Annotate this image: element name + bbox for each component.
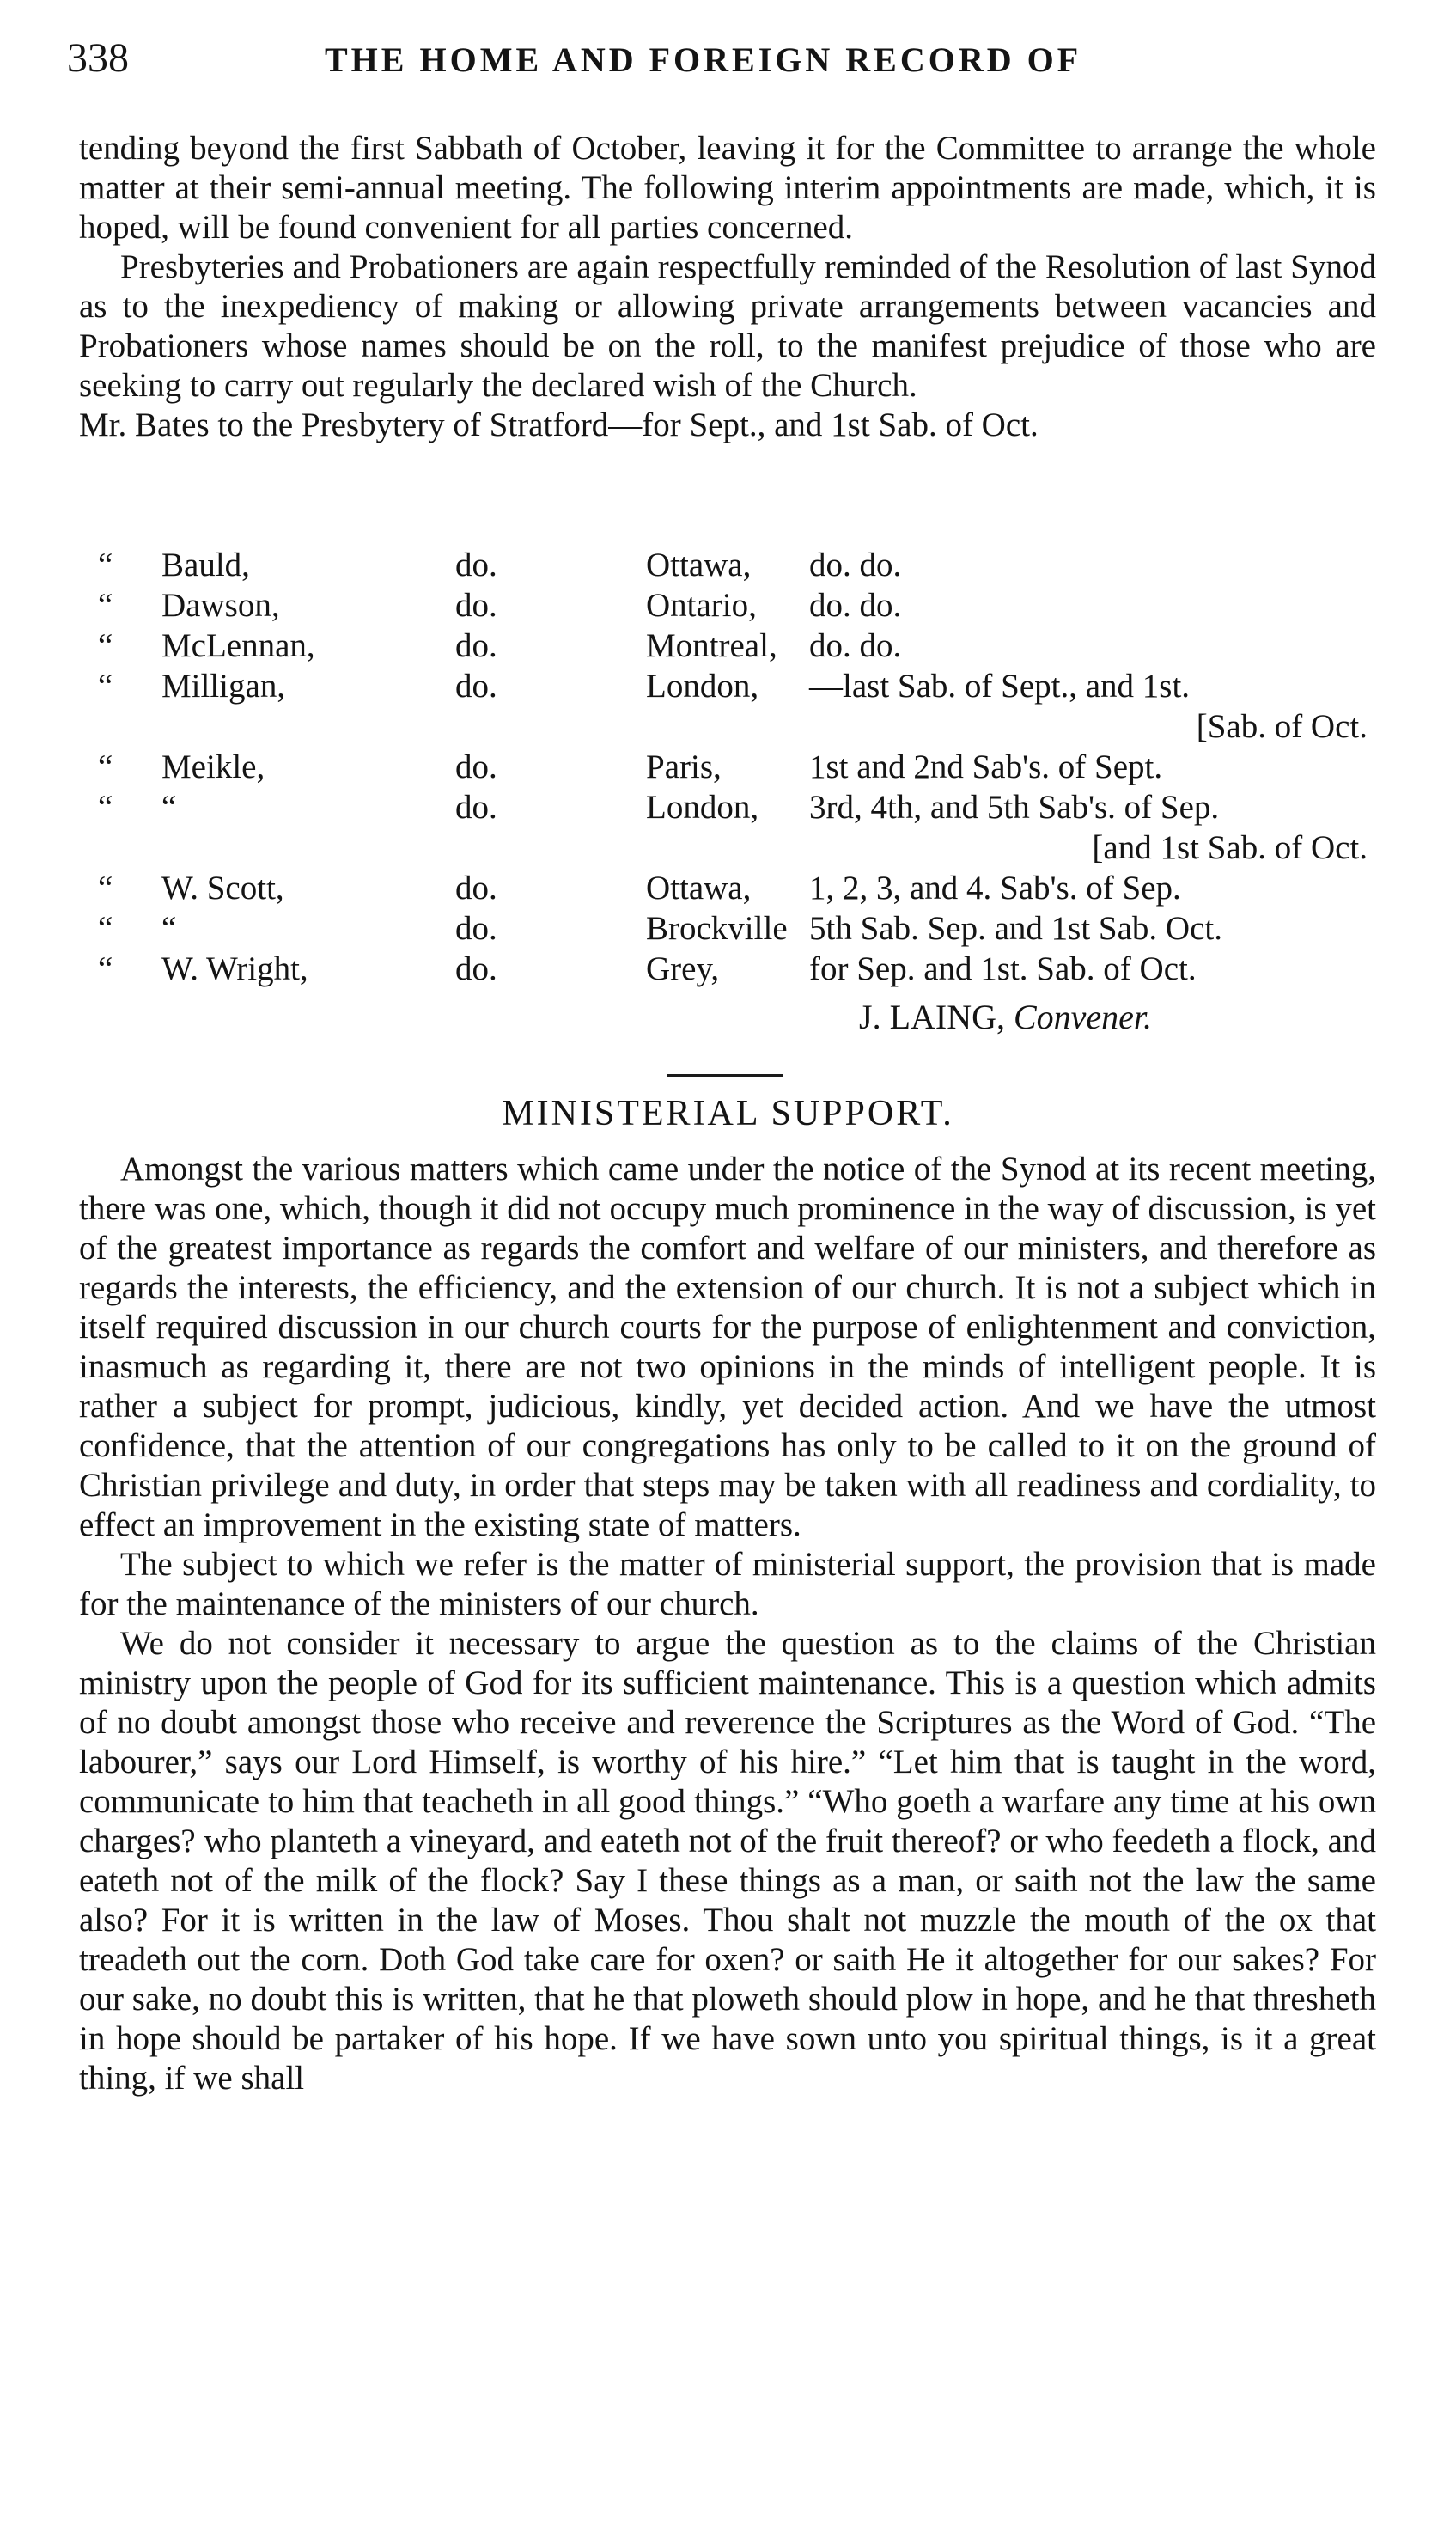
appointment-ditto-mark: “ — [98, 748, 113, 785]
appointment-ditto: do. — [455, 547, 497, 583]
appointment-ditto: do. — [455, 910, 497, 947]
appointment-place: Paris, — [646, 748, 722, 785]
section-heading: MINISTERIAL SUPPORT. — [502, 1094, 954, 1133]
appointment-dates: 1, 2, 3, and 4. Sab's. of Sep. — [809, 870, 1181, 907]
section-paragraph-3: We do not consider it necessary to argue the question as to the claims of the Christian ministry upon the people of God for its sufficient maintenance. This is a question which admits of no doubt amongst those who receive and reverence the Scriptures as the Word of God. “The labourer,” says our Lord Himself, is worthy of his hire.” “Let him that is taught in the word, communicate to him that teacheth in all good things.” “Who goeth a warfare any time at his own charges? who planteth a vineyard, and eateth not of the fruit thereof? or who feedeth a flock, and eateth not of the milk of the flock? Say I these things as a man, or saith not the law the same also? For it is written in the law of Moses. Thou shalt not muzzle the mouth of the ox that treadeth out the corn. Doth God take care for oxen? or saith He it altogether for our sakes? For our sake, no doubt this is written, that he that ploweth should plow in hope, and he that thresheth in hope should be partaker of his hope. If we have sown unto you spiritual things, is it a great thing, if we shall — [79, 1625, 1376, 2097]
appointment-dates: for Sep. and 1st. Sab. of Oct. — [809, 950, 1197, 987]
appointment-row — [79, 545, 1376, 585]
appointment-row — [79, 868, 1376, 908]
appointment-row — [79, 666, 1376, 706]
appointment-row — [79, 949, 1376, 989]
section-text — [79, 1150, 1376, 2098]
appointment-dates: do. do. — [809, 587, 902, 624]
appointment-ditto-mark: “ — [98, 910, 113, 947]
signature-name: J. LAING, — [859, 998, 1005, 1036]
appointment-dates: 1st and 2nd Sab's. of Sept. — [809, 748, 1163, 785]
appointment-row-continuation — [79, 827, 1376, 868]
signature-title: Convener. — [1013, 998, 1153, 1036]
appointment-row-continuation — [79, 706, 1376, 747]
appointment-dates: do. do. — [809, 547, 902, 583]
appointment-dates: 3rd, 4th, and 5th Sab's. of Sep. — [809, 789, 1220, 826]
section-paragraph-2: The subject to which we refer is the matter of ministerial support, the provision that is made for the maintenance of the ministers of our church. — [79, 1546, 1376, 1622]
appointment-name: “ — [161, 789, 177, 826]
appointment-place: Brockville — [646, 910, 788, 947]
appointment-place: Ottawa, — [646, 870, 752, 907]
appointment-ditto: do. — [455, 950, 497, 987]
section-paragraph-1: Amongst the various matters which came under the notice of the Synod at its recent meeting, there was one, which, though it did not occupy much prominence in the way of discussion, is yet of the greatest importance as regards the comfort and welfare of our ministers, and therefore as regards the interests, the efficiency, and the extension of our church. It is not a subject which in itself required discussion in our church courts for the purpose of enlightenment and conviction, inasmuch as regarding it, there are not two opinions in the minds of intelligent people. It is rather a subject for prompt, judicious, kindly, yet decided action. And we have the utmost confidence, that the attention of our congregations has only to be called to it on the ground of Christian privilege and duty, in order that steps may be taken with all readiness and cordiality, to effect an improvement in the existing state of matters. — [79, 1151, 1376, 1543]
appointment-dates: do. do. — [809, 627, 902, 664]
appointment-ditto: do. — [455, 668, 497, 705]
intro-text — [79, 129, 1376, 445]
appointment-name: Meikle, — [161, 748, 265, 785]
appointments-table — [79, 545, 1376, 989]
appointment-place: Grey, — [646, 950, 720, 987]
appointment-dates: —last Sab. of Sept., and 1st. — [809, 668, 1191, 705]
appointment-ditto-mark: “ — [98, 950, 113, 987]
appointment-place: Montreal, — [646, 627, 777, 664]
appointment-ditto: do. — [455, 627, 497, 664]
intro-paragraph-3: Mr. Bates to the Presbytery of Stratford—for Sept., and 1st Sab. of Oct. — [79, 406, 1039, 443]
appointment-name: Dawson, — [161, 587, 280, 624]
appointment-row — [79, 908, 1376, 949]
appointment-name: Bauld, — [161, 547, 250, 583]
appointment-dates-continued: [and 1st Sab. of Oct. — [1092, 829, 1368, 866]
appointment-ditto: do. — [455, 789, 497, 826]
appointment-name: W. Scott, — [161, 870, 284, 907]
appointment-ditto: do. — [455, 587, 497, 624]
running-title: THE HOME AND FOREIGN RECORD OF — [325, 40, 1082, 79]
appointment-name: W. Wright, — [161, 950, 308, 987]
appointment-ditto-mark: “ — [98, 627, 113, 664]
appointment-place: Ontario, — [646, 587, 757, 624]
appointment-row — [79, 626, 1376, 666]
appointment-ditto-mark: “ — [98, 870, 113, 907]
appointment-row — [79, 747, 1376, 787]
appointment-row — [79, 585, 1376, 626]
appointment-place: London, — [646, 789, 759, 826]
intro-paragraph-2: Presbyteries and Probationers are again respectfully reminded of the Resolution of last Synod as to the inexpediency of making or allowing private arrangements between vacancies and Probationers whose names should be on the roll, to the manifest prejudice of those who are seeking to carry out regularly the declared wish of the Church. — [79, 248, 1376, 404]
signature — [859, 997, 1152, 1037]
appointment-ditto-mark: “ — [98, 547, 113, 583]
appointment-name: “ — [161, 910, 177, 947]
appointment-name: Milligan, — [161, 668, 286, 705]
appointment-dates-continued: [Sab. of Oct. — [1196, 708, 1368, 745]
appointment-ditto-mark: “ — [98, 789, 113, 826]
appointment-dates: 5th Sab. Sep. and 1st Sab. Oct. — [809, 910, 1222, 947]
section-divider — [667, 1074, 783, 1077]
intro-paragraph-1: tending beyond the first Sabbath of October, leaving it for the Committee to arrange the whole matter at their semi-annual meeting. The following interim appointments are made, which, it is hoped, will be found convenient for all parties concerned. — [79, 130, 1376, 246]
appointment-ditto: do. — [455, 748, 497, 785]
appointment-place: London, — [646, 668, 759, 705]
appointment-name: McLennan, — [161, 627, 315, 664]
appointment-ditto: do. — [455, 870, 497, 907]
appointment-place: Ottawa, — [646, 547, 752, 583]
page-number: 338 — [67, 35, 129, 81]
appointment-ditto-mark: “ — [98, 668, 113, 705]
appointment-ditto-mark: “ — [98, 587, 113, 624]
page-header — [67, 34, 1381, 86]
appointment-row — [79, 787, 1376, 827]
